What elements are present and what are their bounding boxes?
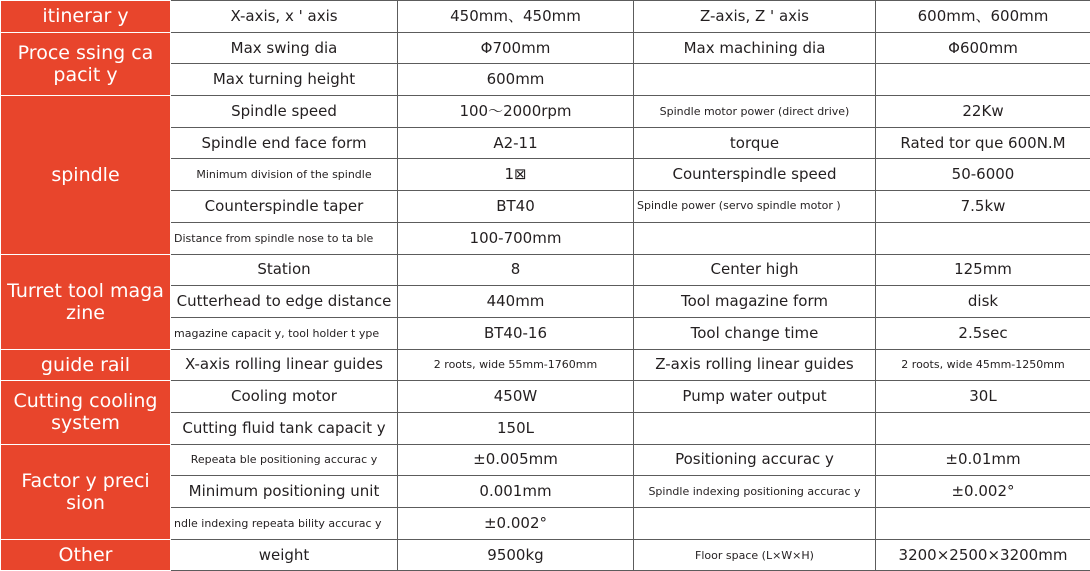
spec-value: ±0.002° <box>398 508 634 540</box>
spec-label <box>634 64 876 96</box>
spec-label: Repeata ble positioning accurac y <box>171 444 398 476</box>
spec-label: Positioning accurac y <box>634 444 876 476</box>
spec-label: Counterspindle taper <box>171 191 398 223</box>
spec-value: 0.001mm <box>398 476 634 508</box>
spec-value: BT40 <box>398 191 634 223</box>
table-row <box>1 349 1090 381</box>
spec-label: Tool magazine form <box>634 286 876 318</box>
spec-label: Z-axis rolling linear guides <box>634 349 876 381</box>
spec-label: Pump water output <box>634 381 876 413</box>
spec-label: Tool change time <box>634 317 876 349</box>
spec-label: Z-axis, Z ' axis <box>634 1 876 33</box>
spec-value: 440mm <box>398 286 634 318</box>
section-other: Other <box>1 539 171 571</box>
spec-label: magazine capacit y, tool holder t ype <box>171 317 398 349</box>
spec-value: 100～2000rpm <box>398 96 634 128</box>
spec-label: Cutting fluid tank capacit y <box>171 412 398 444</box>
spec-value: ±0.002° <box>876 476 1090 508</box>
table-row <box>1 539 1090 571</box>
spec-value: 2 roots, wide 55mm-1760mm <box>398 349 634 381</box>
spec-label: Minimum division of the spindle <box>171 159 398 191</box>
section-turret: Turret tool maga zine <box>1 254 171 349</box>
spec-label: Cutterhead to edge distance <box>171 286 398 318</box>
section-precision: Factor y preci sion <box>1 444 171 539</box>
spec-value: BT40-16 <box>398 317 634 349</box>
spec-label: Spindle speed <box>171 96 398 128</box>
spec-label: Station <box>171 254 398 286</box>
spec-value <box>876 508 1090 540</box>
spec-value: 7.5kw <box>876 191 1090 223</box>
spec-label: Floor space (L×W×H) <box>634 539 876 571</box>
spec-label: Spindle end face form <box>171 127 398 159</box>
table-row <box>1 96 1090 128</box>
spec-label: ndle indexing repeata bility accurac y <box>171 508 398 540</box>
spec-value: 100-700mm <box>398 222 634 254</box>
table-row <box>1 32 1090 64</box>
spec-label: X-axis rolling linear guides <box>171 349 398 381</box>
spec-value <box>876 222 1090 254</box>
spec-label: torque <box>634 127 876 159</box>
spec-label: X-axis, x ' axis <box>171 1 398 33</box>
spec-value: Rated tor que 600N.M <box>876 127 1090 159</box>
spec-value: 22Kw <box>876 96 1090 128</box>
spec-value: 2.5sec <box>876 317 1090 349</box>
spec-label: weight <box>171 539 398 571</box>
spec-value: 9500kg <box>398 539 634 571</box>
spec-label: Max turning height <box>171 64 398 96</box>
section-cooling: Cutting cooling system <box>1 381 171 444</box>
spec-label: Spindle motor power (direct drive) <box>634 96 876 128</box>
spec-value: 600mm <box>398 64 634 96</box>
spec-label <box>634 412 876 444</box>
spec-value: Φ600mm <box>876 32 1090 64</box>
spec-label <box>634 222 876 254</box>
spec-value: 150L <box>398 412 634 444</box>
spec-value: A2-11 <box>398 127 634 159</box>
spec-value: ±0.01mm <box>876 444 1090 476</box>
section-guide-rail: guide rail <box>1 349 171 381</box>
spec-value: 8 <box>398 254 634 286</box>
spec-value <box>876 412 1090 444</box>
section-spindle: spindle <box>1 96 171 254</box>
spec-label: Minimum positioning unit <box>171 476 398 508</box>
table-row <box>1 381 1090 413</box>
spec-value: ±0.005mm <box>398 444 634 476</box>
spec-value: 2 roots, wide 45mm-1250mm <box>876 349 1090 381</box>
table-row <box>1 254 1090 286</box>
section-processing: Proce ssing ca pacit y <box>1 32 171 95</box>
spec-value: 450mm、450mm <box>398 1 634 33</box>
spec-value: 600mm、600mm <box>876 1 1090 33</box>
spec-value: 3200×2500×3200mm <box>876 539 1090 571</box>
spec-label <box>634 508 876 540</box>
spec-label: Cooling motor <box>171 381 398 413</box>
spec-value: 50-6000 <box>876 159 1090 191</box>
spec-label: Max machining dia <box>634 32 876 64</box>
spec-value: Φ700mm <box>398 32 634 64</box>
spec-label: Distance from spindle nose to ta ble <box>171 222 398 254</box>
spec-label: Counterspindle speed <box>634 159 876 191</box>
spec-value <box>876 64 1090 96</box>
spec-label: Spindle indexing positioning accurac y <box>634 476 876 508</box>
spec-value: 450W <box>398 381 634 413</box>
spec-label: Max swing dia <box>171 32 398 64</box>
spec-label: Spindle power (servo spindle motor ) <box>634 191 876 223</box>
table-row <box>1 444 1090 476</box>
section-itinerary: itinerar y <box>1 1 171 33</box>
spec-value: disk <box>876 286 1090 318</box>
spec-label: Center high <box>634 254 876 286</box>
spec-value: 125mm <box>876 254 1090 286</box>
spec-value: 1⊠ <box>398 159 634 191</box>
spec-value: 30L <box>876 381 1090 413</box>
table-row <box>1 1 1090 33</box>
